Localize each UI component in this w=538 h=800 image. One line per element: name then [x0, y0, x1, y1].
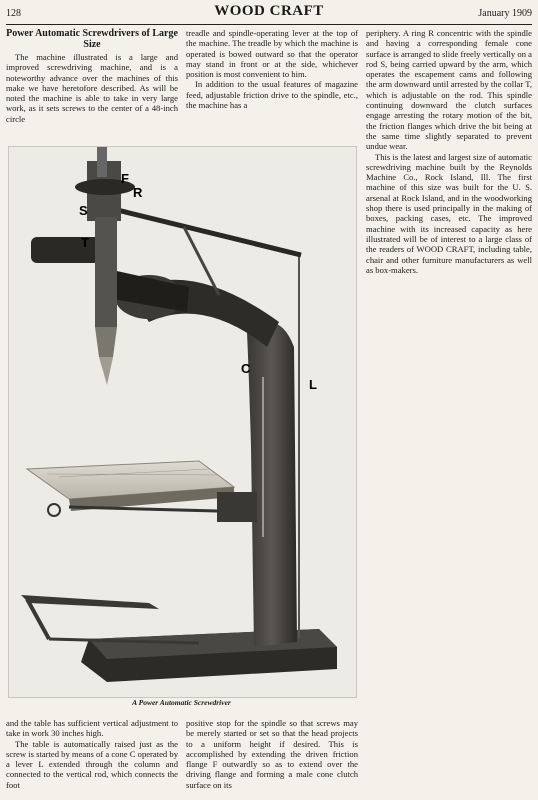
foot-treadle	[21, 595, 159, 609]
figure-label-c: C	[241, 361, 251, 376]
paragraph: The table is automatically raised just as the screw is started by means of a cone C operated by a lever L extended through the column and connected to the vertical rod, which connects the foot	[6, 738, 178, 790]
column-1-bottom	[6, 718, 178, 798]
paragraph: In addition to the usual features of magazine feed, adjustable friction drive to the spindle, etc., the machine has a	[186, 79, 358, 111]
figure-label-l: L	[309, 377, 317, 392]
paragraph: treadle and spindle-operating lever at the top of the machine. The treadle by which the machine is operated is bowed outward so that the operator may stand in front or at the side, whichever position is most convenient to him.	[186, 28, 358, 80]
paragraph: periphery. A ring R concentric with the spindle and having a corresponding female cone surface is arranged to slide freely vertically on a rod S, being carried upward by the arm, which operates the escapement cams and following the arm downward until arrested by the collar T, which is adjustable on the rod. This spindle continuing downward the clutch surfaces engage arresting the rotary motion of the bit, the friction flanges which drive the bit being at the same time slightly separated to prevent undue wear.	[366, 28, 532, 152]
issue-date: January 1909	[478, 8, 532, 19]
figure-caption: A Power Automatic Screwdriver	[132, 698, 231, 707]
page-header	[6, 2, 532, 25]
figure-label-r: R	[133, 185, 143, 200]
figure-label-f: F	[121, 171, 129, 186]
column-1-top	[6, 28, 178, 146]
screwdriver-machine-drawing	[9, 147, 356, 697]
table-crank	[48, 504, 60, 516]
paragraph: and the table has sufficient vertical adjustment to take in work 30 inches high.	[6, 718, 178, 739]
spindle-lever	[105, 207, 301, 255]
paragraph: The machine illustrated is a large and improved screwdriving machine, and is a noteworthy advance over the machines of this make we have heretofore described. As will be noted the machine is able to take in very large work, as it sets screws to the center of a 48-inch circle	[6, 52, 178, 124]
article-title: Power Automatic Screwdrivers of Large Size	[6, 28, 178, 50]
figure-label-s: S	[79, 203, 88, 218]
paragraph: This is the latest and largest size of automatic screwdriving machine built by the Reynolds Machine Co., Rock Island, Ill. The first machine of this size was built for the U. S. arsenal at Rock Island, and in the woodworking shop there is used principally in the making of boxes, packing cases, etc. The improved machine with its increased capacity as here illustrated will be of interest to a large class of the readers of WOOD CRAFT, including table, chair and other furniture manufacturers as well as box-makers.	[366, 151, 532, 275]
machine-column	[247, 322, 297, 647]
column-3	[366, 28, 532, 328]
screw-spindle	[95, 217, 117, 327]
column-2-bottom	[186, 718, 358, 798]
journal-title: WOOD CRAFT	[214, 3, 324, 19]
column-2-top	[186, 28, 358, 146]
screw-bit	[99, 357, 113, 385]
paragraph: positive stop for the spindle so that screws may be merely started or set so that the head projects to a uniform height if desired. This is accomplished by extending the driven friction flange F outwardly so as to extend over the driving flange and forming a male cone clutch surface on its	[186, 718, 358, 790]
machine-illustration	[8, 146, 357, 698]
figure-label-t: T	[81, 235, 89, 250]
page-number: 128	[6, 8, 21, 19]
